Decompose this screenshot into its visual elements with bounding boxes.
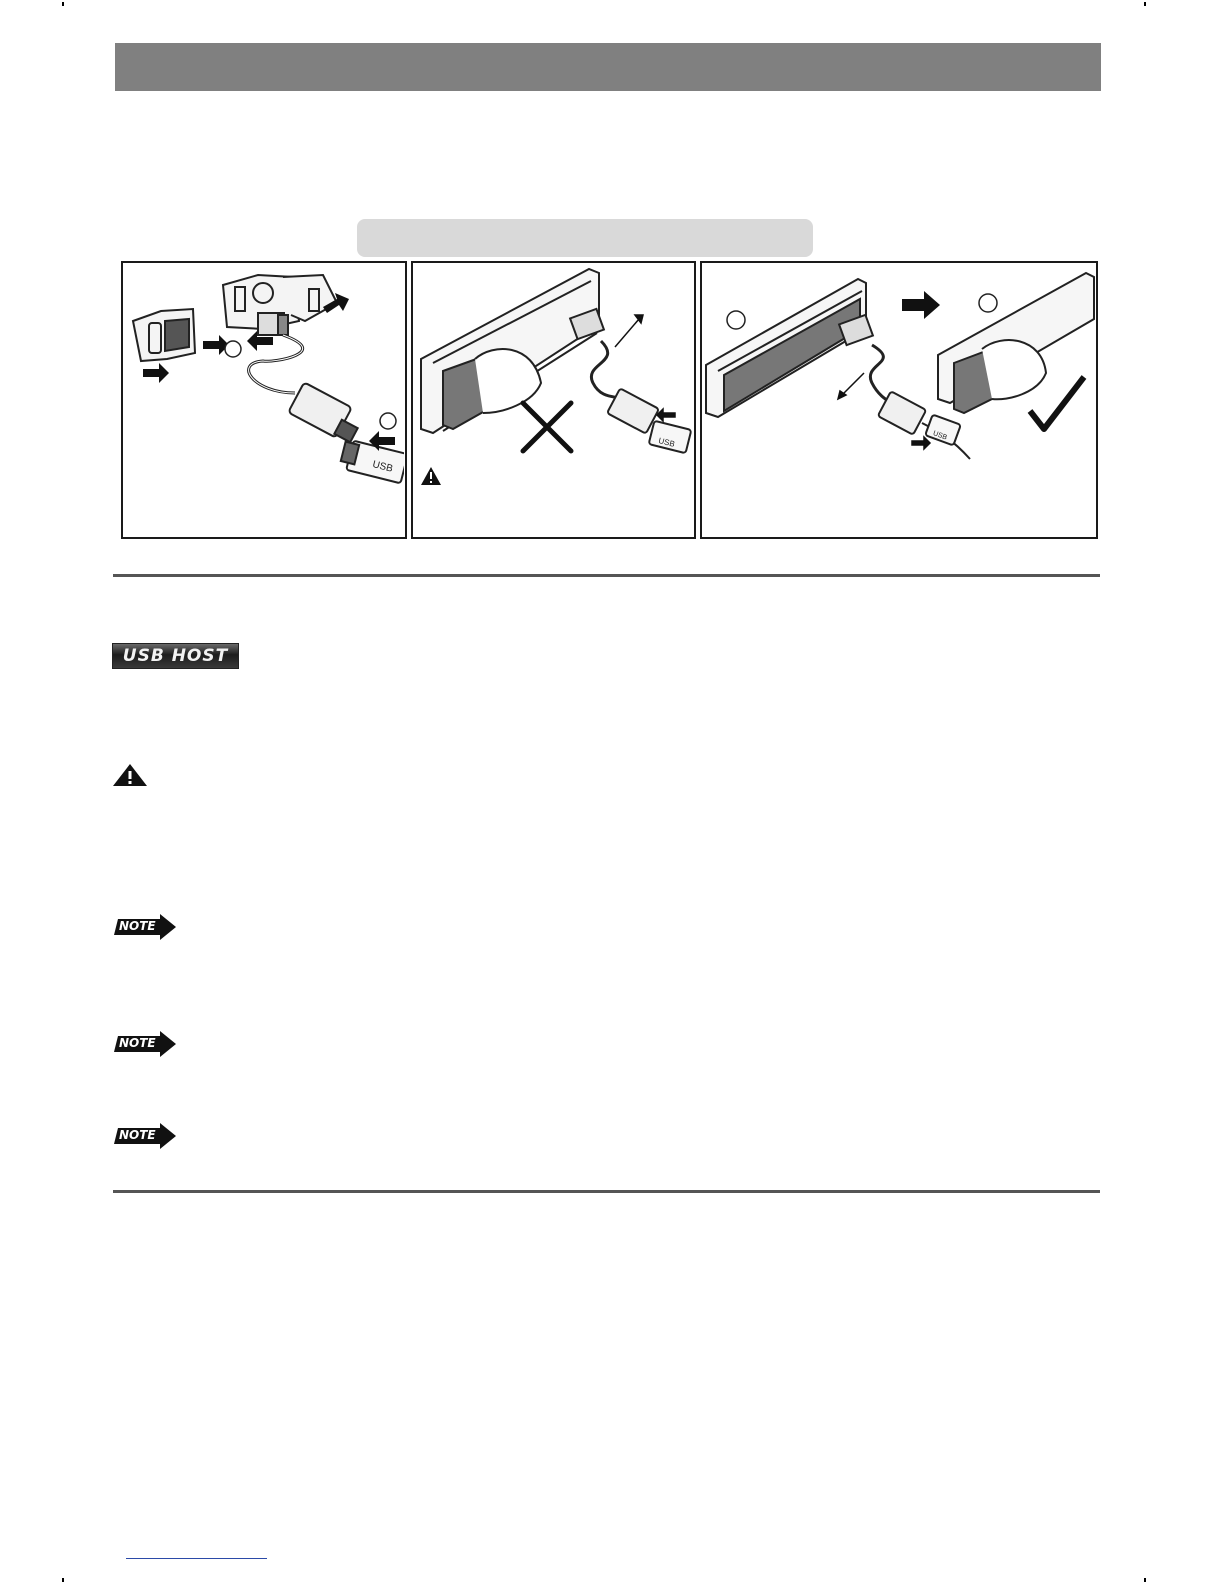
illustration-panel-correct: [700, 261, 1098, 539]
warning-triangle-icon: [112, 763, 148, 787]
footer-link-underline[interactable]: [126, 1558, 267, 1559]
crop-mark: [62, 1578, 64, 1582]
usb-host-badge-label: USB HOST: [122, 645, 229, 666]
crop-mark: [62, 2, 64, 6]
usb-host-badge: [112, 643, 239, 669]
arrow-right-icon: [902, 291, 940, 319]
section-header-bar: [115, 43, 1101, 91]
note-label: NOTE: [119, 1128, 156, 1142]
note-label: NOTE: [119, 1036, 156, 1050]
cross-icon: [523, 403, 571, 451]
step-circle-1: [225, 341, 241, 357]
note-label: NOTE: [119, 919, 156, 933]
note-badge: [112, 1122, 178, 1150]
illustration-panel-connect: [121, 261, 407, 539]
step-circle-2: [979, 294, 997, 312]
step-circle-1: [727, 311, 745, 329]
incorrect-removal-illustration: [413, 263, 693, 536]
usb-stick-label: USB: [371, 459, 394, 475]
warning-triangle-icon: [421, 467, 441, 485]
note-badge: [112, 1030, 178, 1058]
usb-stick-label: USB: [931, 430, 948, 442]
section-divider-top: [113, 574, 1100, 577]
usb-connect-illustration: [123, 263, 404, 536]
note-badge: [112, 913, 178, 941]
step-circle-2: [380, 413, 396, 429]
crop-mark: [1144, 2, 1146, 6]
illustration-panel-incorrect: [411, 261, 696, 539]
usb-stick-label: USB: [657, 436, 676, 449]
illustration-caption-pill: [357, 219, 813, 257]
crop-mark: [1144, 1578, 1146, 1582]
section-divider-bottom: [113, 1190, 1100, 1193]
correct-removal-illustration: [702, 263, 1095, 536]
